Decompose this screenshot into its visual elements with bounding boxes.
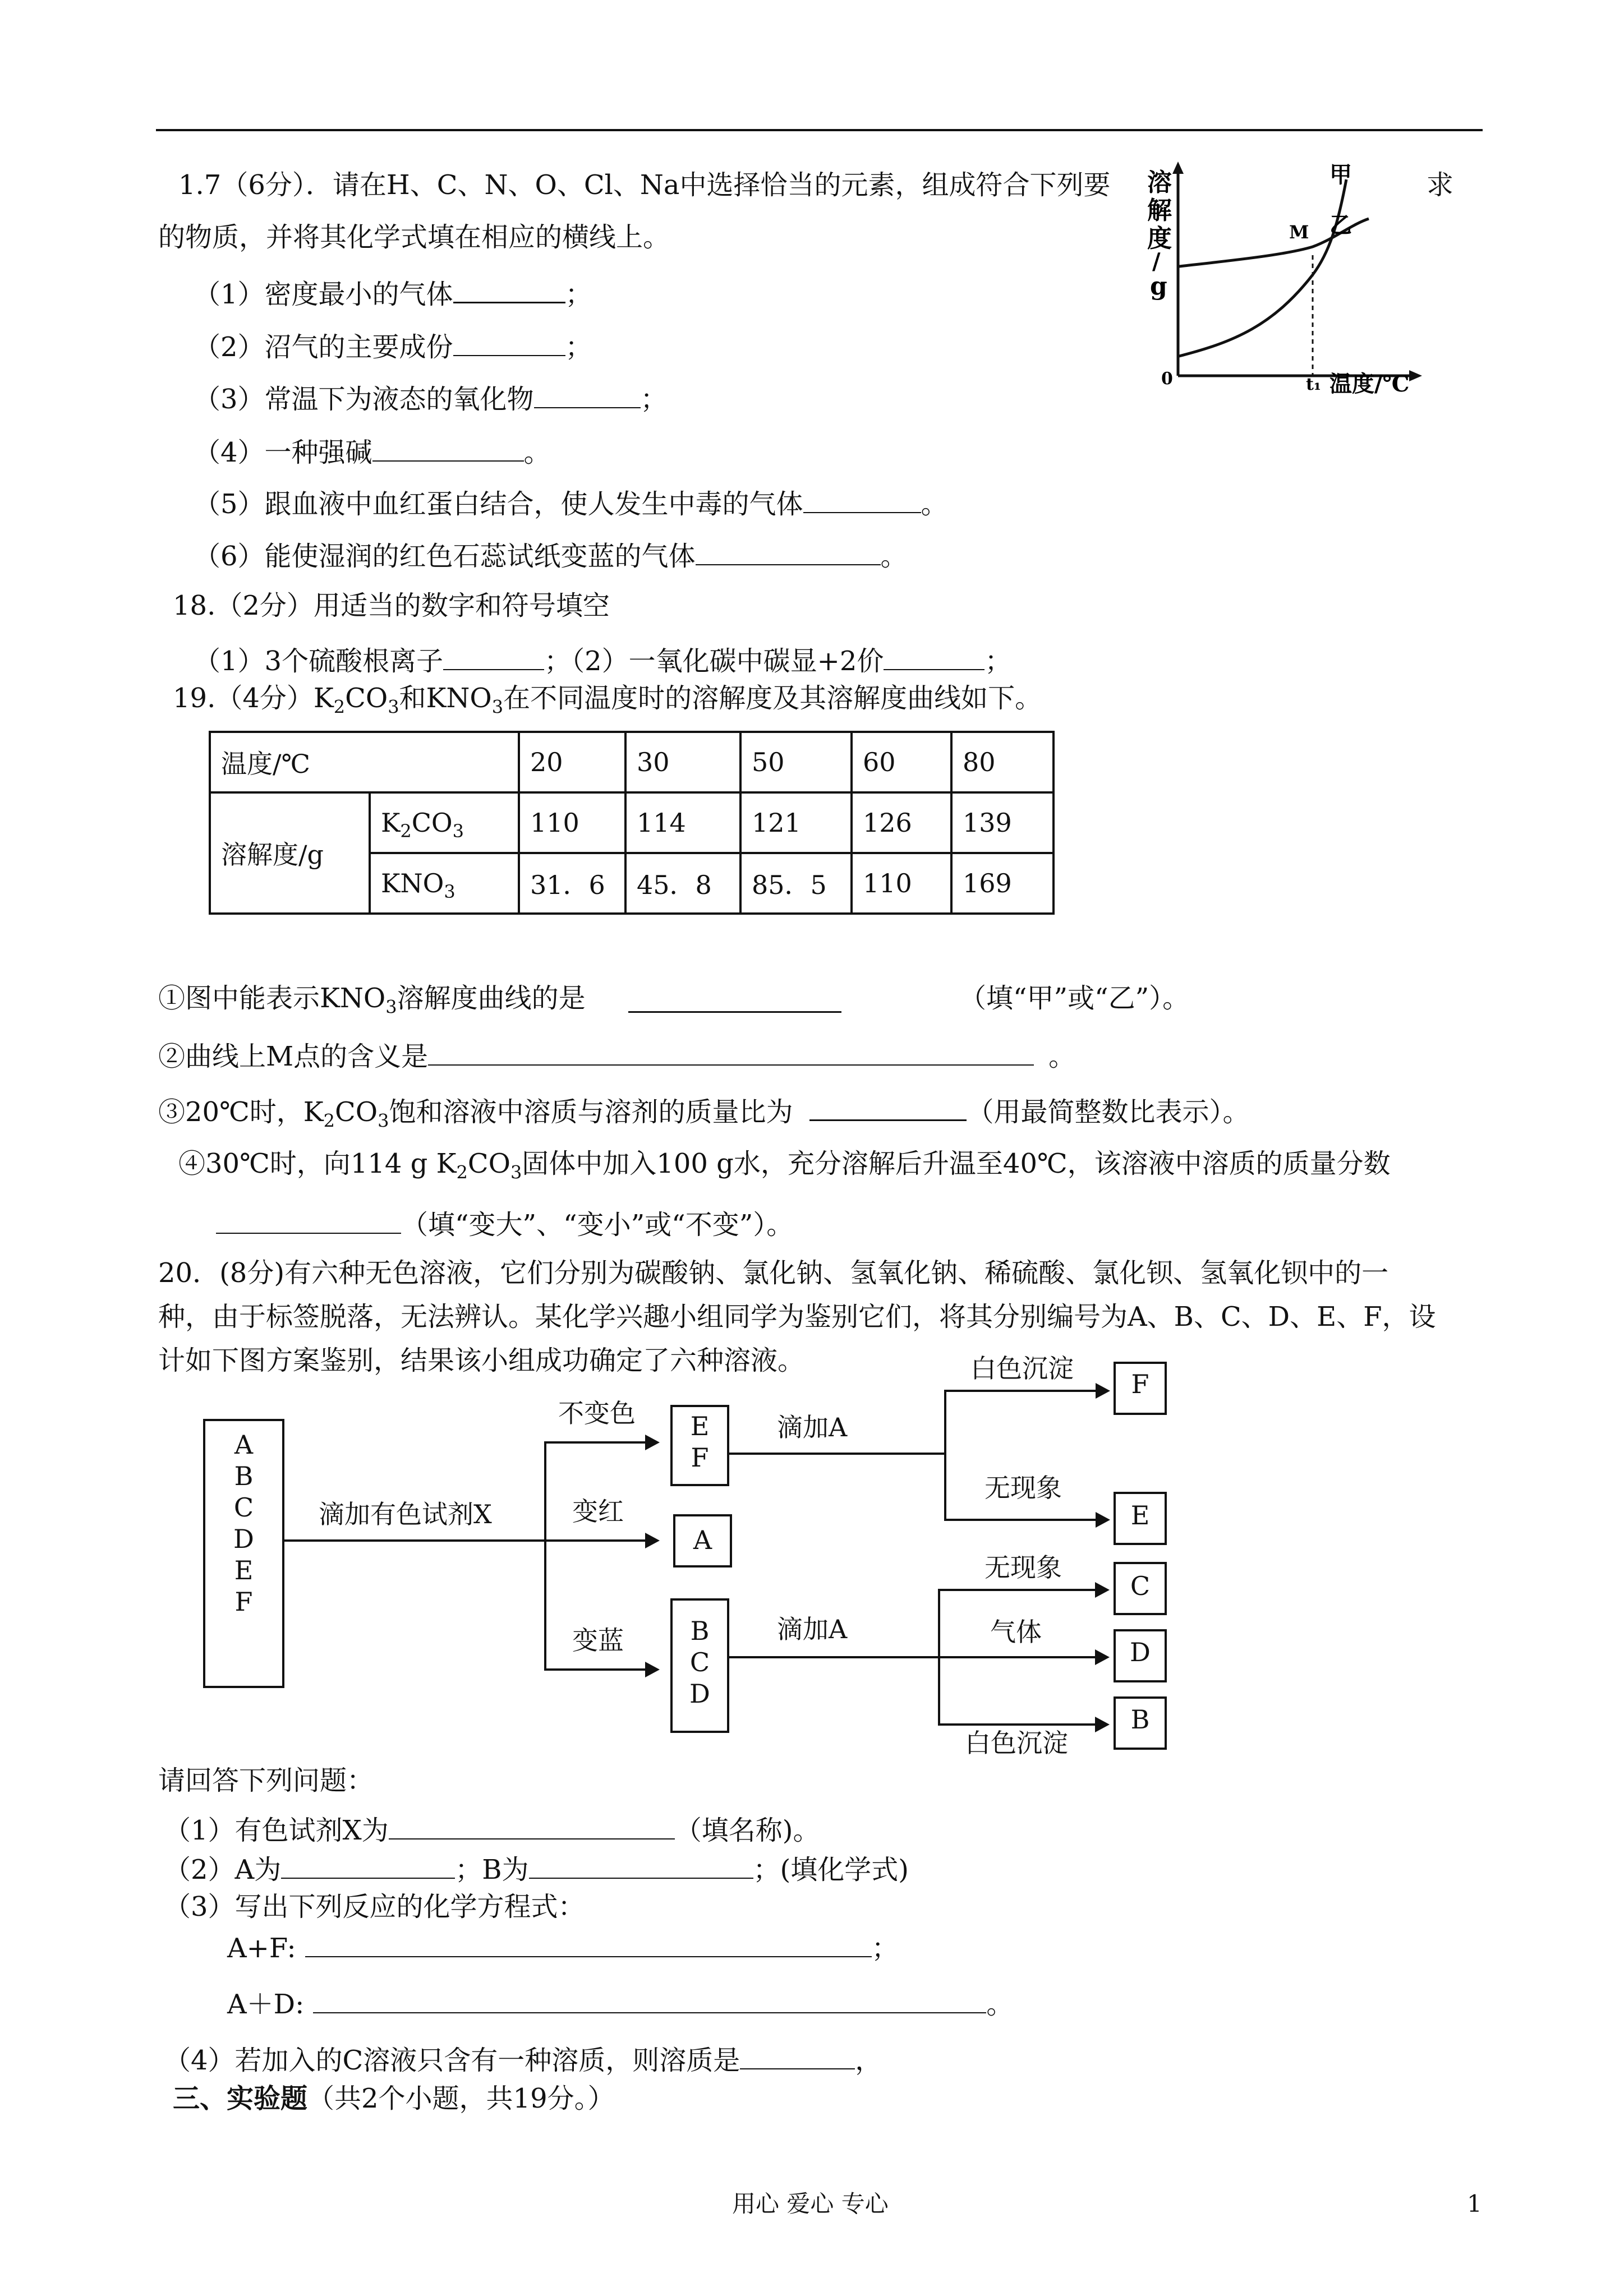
- solubility-curve-graph: [1144, 157, 1436, 404]
- answer-blank[interactable]: [443, 642, 544, 670]
- table-header-temp: 温度/℃: [210, 732, 519, 792]
- graph-ylabel-1: 溶: [1147, 168, 1172, 197]
- flow-arrow: [1095, 1649, 1110, 1665]
- table-cell: 20: [519, 732, 625, 792]
- graph-t1: t₁: [1306, 375, 1321, 394]
- table-header-solubility: 溶解度/g: [210, 792, 370, 914]
- q19-sub3: ③20℃时，$K_2CO_3$饱和溶液中溶质与溶剂的质量比为 （用最简整数比表示）。: [158, 1092, 1249, 1129]
- table-row-k2co3-label: $K_2CO_3$: [370, 792, 519, 853]
- flow-line: [944, 1390, 946, 1520]
- flow-arrow: [1096, 1512, 1110, 1528]
- flow-no-change-bot: 无现象: [984, 1552, 1062, 1583]
- flow-line: [938, 1656, 1095, 1658]
- answer-blank[interactable]: [389, 1811, 675, 1839]
- table-cell: 121: [740, 792, 852, 853]
- flow-white-ppt-bot: 白色沉淀: [965, 1728, 1068, 1758]
- flow-result-f-label: F: [1131, 1369, 1149, 1399]
- flow-add-a-bot: 滴加A: [777, 1614, 848, 1644]
- q19-sub4: ④30℃时，向114 g $K_2CO_3$固体中加入100 g水，充分溶解后升温至40℃，该溶液中溶质的质量分数: [178, 1148, 1391, 1183]
- flow-line: [938, 1723, 1095, 1726]
- flow-arrow: [1095, 1582, 1110, 1598]
- flow-no-change-top: 无现象: [984, 1473, 1062, 1503]
- answer-blank[interactable]: [740, 2041, 855, 2069]
- flow-line: [544, 1441, 645, 1444]
- flow-arrow: [645, 1533, 660, 1548]
- flow-result-b-label: B: [1130, 1704, 1150, 1735]
- answer-blank[interactable]: [809, 1092, 967, 1121]
- answer-blank[interactable]: [803, 485, 921, 513]
- table-cell: 139: [951, 792, 1053, 853]
- flow-arrow: [645, 1435, 660, 1450]
- q20-heading-2: 种，由于标签脱落，无法辨认。某化学兴趣小组同学为鉴别它们，将其分别编号为A、B、C、D、E、F，设: [158, 1301, 1436, 1333]
- answer-blank[interactable]: [884, 642, 984, 670]
- answer-blank[interactable]: [281, 1851, 455, 1879]
- q17-item-2: （2）沼气的主要成份 ；: [194, 328, 592, 364]
- solubility-table: [209, 731, 1055, 915]
- q20-answer-4: （4）若加入的C溶液只含有一种溶质，则溶质是 ，: [164, 2041, 882, 2077]
- answer-blank[interactable]: [305, 1929, 872, 1957]
- q20-answer-3: （3）写出下列反应的化学方程式：: [164, 1891, 585, 1922]
- flow-branch-top: 不变色: [558, 1398, 636, 1428]
- table-cell: 126: [852, 792, 951, 853]
- q17-heading-line2: 的物质，并将其化学式填在相应的横线上。: [158, 222, 670, 253]
- q17-item-3: （3）常温下为液态的氧化物 ；: [194, 380, 668, 416]
- page-number: 1: [1467, 2190, 1482, 2217]
- flow-line: [944, 1519, 1096, 1521]
- table-cell: 110: [852, 853, 951, 914]
- table-cell: 45．8: [625, 853, 740, 914]
- flow-result-e-label: E: [1130, 1500, 1150, 1530]
- q20-answer-1: （1）有色试剂X为 （填名称)。: [164, 1811, 820, 1847]
- graph-ylabel-2: 解: [1147, 196, 1172, 225]
- flow-arrow: [1095, 1717, 1110, 1732]
- q20-equation-2: A＋D: 。: [227, 1985, 1013, 2021]
- flow-result-c-label: C: [1130, 1571, 1151, 1601]
- q17-item-1: （1）密度最小的气体 ；: [194, 275, 592, 311]
- answer-blank[interactable]: [529, 1851, 753, 1879]
- q19-sub2: ②曲线上M点的含义是 。: [158, 1038, 1075, 1073]
- graph-xlabel: 温度/℃: [1329, 371, 1410, 397]
- flow-box-a-label: A: [693, 1525, 712, 1555]
- graph-curve-b-label: 乙: [1329, 212, 1352, 238]
- q17-heading: 1.7（6分）．请在H、C、N、O、Cl、Na中选择恰当的元素，组成符合下列要: [178, 169, 1111, 201]
- q19-heading: 19.（4分）$K_2CO_3$和$KNO_3$在不同温度时的溶解度及其溶解度曲线如下。: [173, 683, 1042, 718]
- flow-box-ef-label: E F: [690, 1411, 710, 1473]
- table-cell: 31．6: [519, 853, 625, 914]
- flow-box-bcd-label: B C D: [689, 1616, 710, 1709]
- q18-heading: 18.（2分）用适当的数字和符号填空: [173, 590, 610, 621]
- flow-start-label: A B C D E F: [233, 1430, 254, 1617]
- flow-line: [544, 1441, 546, 1668]
- table-cell: 85．5: [740, 853, 852, 914]
- q17-heading-end: 求: [1427, 169, 1454, 201]
- answer-blank[interactable]: [453, 275, 565, 303]
- answer-blank[interactable]: [428, 1038, 1034, 1066]
- answer-blank[interactable]: [628, 984, 841, 1013]
- graph-curve-a-label: 甲: [1329, 162, 1352, 188]
- graph-ylabel-4: /: [1152, 248, 1161, 275]
- table-cell: 110: [519, 792, 625, 853]
- flow-white-ppt-top: 白色沉淀: [970, 1353, 1074, 1384]
- header-rule: [156, 129, 1483, 131]
- q17-item-5: （5）跟血液中血红蛋白结合，使人发生中毒的气体 。: [194, 485, 948, 521]
- flow-line: [938, 1589, 1095, 1591]
- flow-branch-bot: 变蓝: [572, 1625, 624, 1656]
- table-cell: 114: [625, 792, 740, 853]
- q19-sub4-line2: （填“变大”、“变小”或“不变”）。: [216, 1206, 793, 1242]
- answer-blank[interactable]: [534, 380, 641, 408]
- table-cell: 50: [740, 732, 852, 792]
- graph-origin: 0: [1161, 369, 1173, 389]
- flow-line: [729, 1656, 945, 1658]
- section-3-title: 三、实验题（共2个小题，共19分。）: [173, 2083, 615, 2114]
- graph-ylabel-3: 度: [1147, 224, 1172, 253]
- table-cell: 30: [625, 732, 740, 792]
- answer-blank[interactable]: [216, 1206, 401, 1234]
- flow-branch-mid: 变红: [572, 1496, 624, 1527]
- q17-item-4: （4）一种强碱 。: [194, 434, 551, 469]
- answer-blank[interactable]: [453, 328, 565, 356]
- flow-arrow: [1096, 1383, 1110, 1399]
- flow-reagent-label: 滴加有色试剂X: [319, 1499, 492, 1529]
- flow-line: [944, 1390, 1096, 1392]
- answer-blank[interactable]: [313, 1985, 986, 2013]
- q20-answer-2: （2）A为 ；B为 ；(填化学式): [164, 1851, 909, 1887]
- table-row-kno3-label: $KNO_3$: [370, 853, 519, 914]
- graph-point-m: M: [1289, 222, 1309, 243]
- q20-equation-1: A+F: ；: [227, 1929, 899, 1965]
- flow-line: [544, 1668, 645, 1671]
- flow-line: [729, 1453, 945, 1455]
- flow-result-d-label: D: [1130, 1637, 1151, 1667]
- flow-line: [544, 1539, 645, 1542]
- graph-ylabel-5: g: [1150, 272, 1167, 301]
- q17-item-6: （6）能使湿润的红色石蕊试纸变蓝的气体 。: [194, 537, 908, 573]
- answer-blank[interactable]: [372, 434, 524, 462]
- table-cell: 169: [951, 853, 1053, 914]
- table-cell: 60: [852, 732, 951, 792]
- q19-sub1: ①图中能表示$KNO_3$溶解度曲线的是: [158, 983, 586, 1018]
- q18-parts: （1）3个硫酸根离子 ；（2）一氧化碳中碳显+2价 ；: [194, 642, 1011, 678]
- footer-motto: 用心 爱心 专心: [732, 2190, 889, 2217]
- flow-gas: 气体: [990, 1617, 1042, 1647]
- q20-heading-3: 计如下图方案鉴别，结果该小组成功确定了六种溶液。: [158, 1345, 805, 1376]
- q20-ask: 请回答下列问题：: [158, 1765, 374, 1796]
- flow-line: [284, 1539, 545, 1542]
- flow-arrow: [645, 1662, 660, 1677]
- table-cell: 80: [951, 732, 1053, 792]
- q20-heading-1: 20．(8分)有六种无色溶液，它们分别为碳酸钠、氯化钠、氢氧化钠、稀硫酸、氯化钡、氢氧化钡中的一: [158, 1257, 1389, 1289]
- flow-add-a-top: 滴加A: [777, 1412, 848, 1442]
- q19-sub1-end: （填“甲”或“乙”）。: [959, 983, 1190, 1014]
- answer-blank[interactable]: [696, 537, 881, 565]
